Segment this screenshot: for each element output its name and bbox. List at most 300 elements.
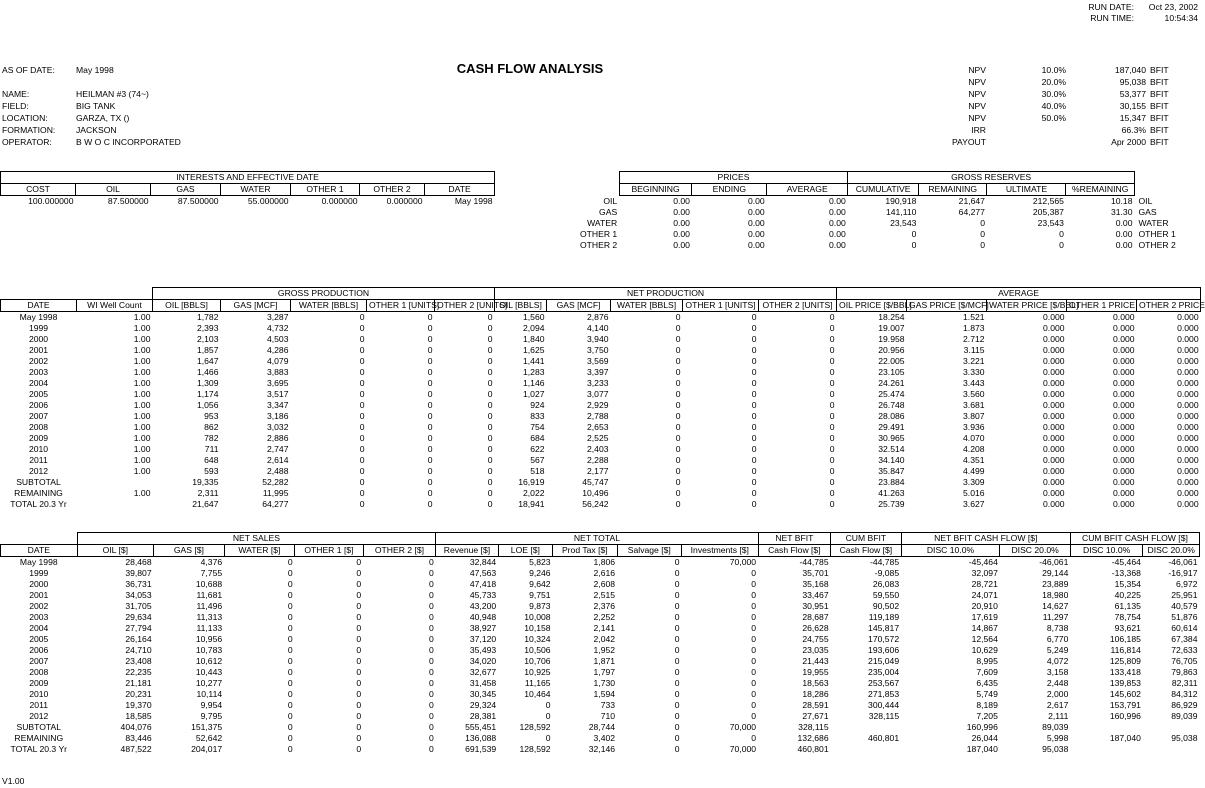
production-cell: 34.140: [878, 455, 905, 465]
cashflow-cell: 26,044: [971, 733, 998, 743]
cashflow-cell: 0: [287, 612, 293, 622]
cashflow-cell: 11,133: [196, 623, 223, 633]
cashflow-cell: 0: [428, 711, 434, 721]
production-cell: 0: [829, 389, 835, 399]
cashflow-cell: 32,097: [971, 568, 998, 578]
production-cell: 4,503: [266, 334, 289, 344]
prices-cell: 0: [911, 229, 917, 239]
cashflow-cell: 36,731: [125, 579, 152, 589]
cashflow-cell: 0: [356, 667, 362, 677]
production-cell: 1.521: [963, 312, 985, 322]
production-cell: 0: [675, 433, 681, 443]
production-cell: 1,309: [196, 378, 219, 388]
info-value: GARZA, TX (): [76, 113, 130, 123]
production-cell: 2002: [28, 356, 49, 366]
cashflow-cell: 133,418: [1109, 667, 1141, 677]
cashflow-cell: 2002: [29, 601, 49, 611]
cashflow-cell: 35,493: [469, 645, 497, 655]
production-cell: 0: [829, 378, 835, 388]
production-cell: 0: [829, 367, 835, 377]
production-header: OTHER 2 [UNITS]: [759, 300, 837, 312]
cashflow-cell: -46,061: [1039, 557, 1069, 567]
production-cell: 45,747: [582, 477, 609, 487]
net-production-title: NET PRODUCTION: [495, 288, 837, 300]
production-cell: 0: [675, 499, 681, 509]
npv-cell: 66.3%: [1121, 125, 1146, 135]
gross-reserves-title: GROSS RESERVES: [848, 172, 1135, 184]
cashflow-cell: 160,996: [966, 722, 998, 732]
production-cell: 0: [427, 400, 433, 410]
cashflow-cell: 27,794: [125, 623, 152, 633]
cum-bfit-title: CUM BFIT: [831, 533, 902, 545]
cashflow-cell: 0: [356, 744, 362, 754]
cashflow-cell: 86,929: [1171, 700, 1198, 710]
production-cell: 1,027: [523, 389, 545, 399]
cashflow-cell: 2010: [29, 689, 49, 699]
production-cell: 1.00: [133, 334, 151, 344]
cashflow-cell: 28,381: [469, 711, 497, 721]
npv-cell: 50.0%: [1041, 113, 1066, 123]
cashflow-cell: 691,539: [465, 744, 497, 754]
cashflow-cell: 30,345: [469, 689, 497, 699]
production-cell: 1,647: [196, 356, 219, 366]
production-cell: 0: [751, 367, 757, 377]
production-cell: 0.000: [1177, 411, 1199, 421]
production-cell: 3,695: [266, 378, 289, 388]
production-header: OTHER 1 [UNITS]: [367, 300, 435, 312]
cashflow-cell: 460,801: [868, 733, 900, 743]
production-cell: 0.000: [1113, 488, 1135, 498]
production-cell: 0: [675, 422, 681, 432]
production-cell: 2000: [28, 334, 49, 344]
table-row: [1, 411, 1201, 422]
cashflow-cell: 18,585: [125, 711, 152, 721]
production-cell: 0: [751, 499, 757, 509]
cashflow-cell: -44,785: [799, 557, 829, 567]
npv-cell: NPV: [968, 101, 986, 111]
cashflow-cell: 0: [356, 645, 362, 655]
prices-cell: 0: [1059, 229, 1064, 239]
production-cell: 0.000: [1043, 499, 1065, 509]
cashflow-cell: 2008: [29, 667, 49, 677]
production-cell: 3.330: [963, 367, 985, 377]
production-cell: 0: [829, 433, 835, 443]
production-cell: 0.000: [1043, 466, 1065, 476]
production-cell: 0.000: [1177, 312, 1199, 322]
prices-cell: 0.00: [829, 196, 846, 206]
cashflow-cell: 40,225: [1114, 590, 1141, 600]
production-cell: 0: [487, 466, 493, 476]
production-cell: 64,277: [262, 499, 289, 509]
production-cell: 0: [675, 334, 681, 344]
cashflow-cell: 0: [287, 601, 293, 611]
cashflow-cell: 0: [287, 667, 293, 677]
production-cell: 2,886: [266, 433, 289, 443]
production-cell: 0: [675, 477, 681, 487]
cashflow-cell: 0: [356, 601, 362, 611]
cashflow-cell: 0: [356, 733, 362, 743]
cashflow-cell: 0: [751, 568, 757, 578]
production-table: [0, 287, 1205, 510]
cashflow-cell: 0: [428, 700, 434, 710]
cashflow-cell: 2006: [29, 645, 49, 655]
cashflow-cell: 47,563: [469, 568, 497, 578]
production-cell: 1.00: [133, 455, 151, 465]
npv-cell: 10.0%: [1041, 65, 1066, 75]
npv-cell: BFIT: [1150, 65, 1169, 75]
production-cell: 0.000: [1177, 499, 1199, 509]
cashflow-cell: 0: [428, 568, 434, 578]
prices-cell: 0.00: [1115, 240, 1133, 250]
production-cell: 0: [359, 312, 365, 322]
prices-cell: 0.00: [673, 240, 690, 250]
production-header: WATER PRICE [$/BBL]: [987, 300, 1067, 312]
cashflow-cell: 14,627: [1042, 601, 1069, 611]
production-cell: 4.208: [963, 444, 985, 454]
production-header: OIL [BBLS]: [153, 300, 221, 312]
production-cell: 2,614: [266, 455, 289, 465]
cashflow-cell: 8,995: [976, 656, 998, 666]
cashflow-cell: 9,246: [529, 568, 551, 578]
production-cell: 1,441: [523, 356, 545, 366]
production-cell: 56,242: [582, 499, 609, 509]
cashflow-cell: 733: [600, 700, 616, 710]
info-row: [2, 124, 181, 136]
production-cell: 0: [829, 345, 835, 355]
cashflow-cell: 47,418: [469, 579, 497, 589]
cashflow-cell: 0: [674, 579, 680, 589]
cashflow-cell: 7,205: [976, 711, 998, 721]
table-row: [1, 433, 1201, 444]
average-title: AVERAGE: [837, 288, 1201, 300]
version-label: V1.00: [2, 776, 25, 786]
cashflow-cell: 0: [428, 634, 434, 644]
production-cell: 0: [751, 389, 757, 399]
info-label: FORMATION:: [2, 125, 56, 135]
npv-cell: 187,040: [1114, 65, 1146, 75]
production-cell: 0: [675, 323, 681, 333]
cashflow-cell: 31,458: [469, 678, 497, 688]
production-cell: 0: [359, 334, 365, 344]
production-cell: 0.000: [1113, 323, 1135, 333]
cashflow-cell: 300,444: [868, 700, 900, 710]
cashflow-cell: 0: [751, 678, 757, 688]
table-row: [1, 323, 1201, 334]
cashflow-cell: 404,076: [120, 722, 152, 732]
production-cell: 0: [487, 389, 493, 399]
cashflow-cell: 0: [356, 689, 362, 699]
cashflow-cell: 51,876: [1171, 612, 1198, 622]
production-cell: 26.748: [878, 400, 905, 410]
cashflow-cell: 0: [356, 579, 362, 589]
prices-cell: 31.30: [1110, 207, 1133, 217]
prices-row: [560, 240, 1200, 251]
production-cell: 3.681: [963, 400, 985, 410]
production-cell: 0: [487, 422, 493, 432]
npv-cell: BFIT: [1150, 113, 1169, 123]
cashflow-cell: 0: [356, 722, 362, 732]
production-cell: 2,525: [587, 433, 609, 443]
production-cell: 622: [530, 444, 545, 454]
interests-value: 87.500000: [107, 196, 149, 206]
info-label: NAME:: [2, 89, 30, 99]
production-header: OIL PRICE [$/BBL]: [837, 300, 907, 312]
interests-header: GAS: [151, 184, 221, 196]
cashflow-cell: 72,633: [1171, 645, 1198, 655]
production-cell: SUBTOTAL: [16, 477, 61, 487]
production-cell: 0: [829, 356, 835, 366]
production-cell: 3,883: [266, 367, 289, 377]
production-cell: 0: [829, 444, 835, 454]
production-cell: 0: [675, 367, 681, 377]
cashflow-cell: 27,671: [802, 711, 829, 721]
cashflow-cell: 0: [674, 733, 680, 743]
production-cell: 1,840: [523, 334, 545, 344]
production-cell: 1999: [28, 323, 49, 333]
cashflow-cell: 35,701: [802, 568, 829, 578]
production-cell: 1,283: [523, 367, 545, 377]
cashflow-cell: 45,733: [469, 590, 497, 600]
cashflow-cell: 0: [356, 678, 362, 688]
cashflow-cell: 18,980: [1042, 590, 1069, 600]
production-cell: 4,732: [266, 323, 289, 333]
prices-cell: 0.00: [673, 229, 690, 239]
interests-value: 55.000000: [247, 196, 289, 206]
interests-value: 87.500000: [177, 196, 219, 206]
production-cell: 0: [427, 477, 433, 487]
production-cell: 0: [829, 400, 835, 410]
cashflow-cell: 29,634: [125, 612, 152, 622]
production-cell: May 1998: [19, 312, 58, 322]
production-cell: 0.000: [1043, 400, 1065, 410]
cashflow-cell: 0: [287, 700, 293, 710]
cashflow-cell: [831, 744, 902, 755]
production-cell: 0: [487, 345, 493, 355]
prices-cell: 0.00: [747, 218, 765, 228]
production-cell: 0: [675, 356, 681, 366]
production-cell: 2,747: [266, 444, 289, 454]
table-row: [1, 400, 1201, 411]
prices-cell: 0.00: [673, 207, 690, 217]
cashflow-cell: 0: [751, 700, 757, 710]
production-cell: 2,288: [587, 455, 609, 465]
production-cell: 23.105: [878, 367, 905, 377]
prices-cell: 0.00: [829, 207, 846, 217]
cashflow-cell: 128,592: [519, 744, 551, 754]
cashflow-cell: 0: [751, 601, 757, 611]
table-row: [1, 557, 1200, 569]
production-cell: 953: [204, 411, 219, 421]
production-cell: 0: [751, 433, 757, 443]
cashflow-cell: 6,435: [976, 678, 998, 688]
production-cell: 2,094: [523, 323, 545, 333]
production-cell: 2006: [28, 400, 49, 410]
production-cell: 0.000: [1043, 367, 1065, 377]
run-date: Oct 23, 2002: [1148, 2, 1198, 12]
cashflow-cell: 2004: [29, 623, 49, 633]
production-cell: 0: [675, 411, 681, 421]
cashflow-cell: 43,200: [469, 601, 497, 611]
production-cell: 24.261: [878, 378, 905, 388]
cashflow-cell: 0: [751, 645, 757, 655]
production-cell: 0: [487, 455, 493, 465]
prices-cell: 0.00: [673, 196, 690, 206]
production-cell: 0: [427, 422, 433, 432]
production-cell: 0: [487, 477, 493, 487]
cashflow-cell: 0: [428, 656, 434, 666]
prices-cell: OTHER 1: [579, 229, 618, 239]
interests-title: INTERESTS AND EFFECTIVE DATE: [1, 172, 495, 184]
npv-row: [930, 100, 1190, 112]
info-label: LOCATION:: [2, 113, 48, 123]
cashflow-cell: 11,313: [196, 612, 223, 622]
cashflow-cell: 0: [674, 634, 680, 644]
production-cell: 2009: [28, 433, 49, 443]
cashflow-cell: 5,998: [1046, 733, 1069, 743]
production-cell: 1,466: [196, 367, 219, 377]
production-cell: 0: [359, 499, 365, 509]
production-cell: 0: [427, 455, 433, 465]
cashflow-cell: 0: [356, 557, 362, 567]
cashflow-cell: 0: [674, 700, 680, 710]
table-row: [1, 634, 1200, 645]
table-row: [1, 488, 1201, 499]
cashflow-cell: 70,000: [729, 744, 757, 754]
cashflow-cell: 10,688: [195, 579, 223, 589]
cashflow-cell: 9,751: [529, 590, 551, 600]
npv-cell: NPV: [968, 65, 986, 75]
production-cell: 0: [487, 433, 493, 443]
cashflow-cell: 0: [428, 678, 434, 688]
production-cell: 2011: [29, 455, 48, 465]
cashflow-cell: 1,871: [593, 656, 616, 666]
cashflow-cell: 5,249: [1046, 645, 1069, 655]
cashflow-cell: 151,375: [191, 722, 223, 732]
production-cell: 0.000: [1043, 345, 1065, 355]
cashflow-cell: 0: [428, 667, 434, 677]
cashflow-cell: 0: [428, 722, 434, 732]
production-cell: 10,496: [582, 488, 609, 498]
cashflow-cell: 2011: [29, 700, 49, 710]
production-cell: 1.00: [133, 444, 151, 454]
production-cell: 2003: [28, 367, 49, 377]
cashflow-cell: 26,083: [872, 579, 900, 589]
production-header: WI Well Count: [77, 300, 153, 312]
interests-table: [0, 171, 495, 207]
production-cell: 2,022: [523, 488, 545, 498]
production-cell: 4,286: [266, 345, 289, 355]
cashflow-cell: 10,956: [195, 634, 223, 644]
production-header: GAS PRICE [$/MCF]: [907, 300, 987, 312]
production-cell: 2010: [28, 444, 49, 454]
production-cell: 11,995: [262, 488, 289, 498]
cashflow-cell: 0: [356, 700, 362, 710]
info-row: [2, 100, 181, 112]
production-cell: 0.000: [1043, 433, 1065, 443]
cashflow-cell: 0: [287, 590, 293, 600]
production-cell: 3,940: [587, 334, 609, 344]
cashflow-cell: 26,628: [802, 623, 829, 633]
cashflow-cell: 170,572: [868, 634, 900, 644]
cashflow-cell: 0: [674, 689, 680, 699]
cashflow-cell: 0: [287, 744, 293, 754]
production-cell: 0: [427, 323, 433, 333]
npv-cell: BFIT: [1150, 77, 1169, 87]
production-cell: 2012: [28, 466, 49, 476]
production-cell: 19.007: [878, 323, 905, 333]
production-header: GAS [MCF]: [547, 300, 611, 312]
cashflow-cell: 8,738: [1046, 623, 1069, 633]
cashflow-cell: 6,972: [1175, 579, 1198, 589]
cashflow-cell: 5,823: [529, 557, 551, 567]
cashflow-cell: 0: [287, 568, 293, 578]
npv-cell: NPV: [968, 113, 986, 123]
cashflow-cell: 23,889: [1042, 579, 1069, 589]
production-cell: 0: [751, 312, 757, 322]
cashflow-cell: 5,749: [976, 689, 998, 699]
cashflow-cell: 0: [428, 645, 434, 655]
npv-row: [930, 112, 1190, 124]
production-cell: 0.000: [1043, 488, 1065, 498]
cashflow-cell: 0: [428, 590, 434, 600]
info-value: B W O C INCORPORATED: [76, 137, 181, 147]
production-cell: 0.000: [1113, 466, 1135, 476]
cashflow-cell: 0: [356, 612, 362, 622]
net-total-title: NET TOTAL: [436, 533, 758, 545]
cashflow-cell: 204,017: [191, 744, 223, 754]
production-cell: 0: [751, 378, 757, 388]
cashflow-cell: 0: [674, 612, 680, 622]
cashflow-header: DISC 10.0%: [901, 545, 1000, 557]
table-row: [1, 444, 1201, 455]
info-row: [2, 88, 181, 100]
prices-cell: OTHER 1: [1138, 229, 1176, 239]
production-cell: 25.474: [878, 389, 905, 399]
production-cell: 0: [751, 345, 757, 355]
cashflow-cell: 0: [674, 744, 680, 754]
production-cell: 0.000: [1113, 345, 1135, 355]
cashflow-cell: 95,038: [1171, 733, 1198, 743]
production-cell: 0: [829, 334, 835, 344]
prices-cell: 0.00: [1115, 218, 1133, 228]
production-cell: 23.884: [878, 477, 905, 487]
production-cell: 0.000: [1113, 455, 1135, 465]
npv-cell: PAYOUT: [951, 137, 986, 147]
cashflow-cell: 10,629: [971, 645, 998, 655]
production-cell: 22.005: [878, 356, 905, 366]
production-cell: 1,857: [196, 345, 219, 355]
cashflow-cell: 19,370: [125, 700, 152, 710]
production-cell: 0: [675, 455, 681, 465]
prices-cell: 0: [980, 240, 985, 250]
prices-cell: OIL: [1138, 195, 1153, 206]
cashflow-cell: [1143, 744, 1200, 755]
table-row: [1, 356, 1201, 367]
info-row: [2, 64, 181, 76]
cashflow-cell: [1143, 722, 1200, 733]
production-cell: 0.000: [1177, 367, 1199, 377]
interests-header: WATER: [221, 184, 291, 196]
npv-row: [930, 88, 1190, 100]
cashflow-cell: 10,706: [524, 656, 551, 666]
production-cell: 0: [751, 422, 757, 432]
cashflow-cell: -44,785: [869, 557, 900, 567]
prices-cell: 0.00: [747, 240, 765, 250]
well-info: [2, 64, 181, 148]
npv-cell: Apr 2000: [1111, 137, 1146, 147]
production-cell: 1.00: [133, 345, 151, 355]
cashflow-cell: 187,040: [1109, 733, 1141, 743]
